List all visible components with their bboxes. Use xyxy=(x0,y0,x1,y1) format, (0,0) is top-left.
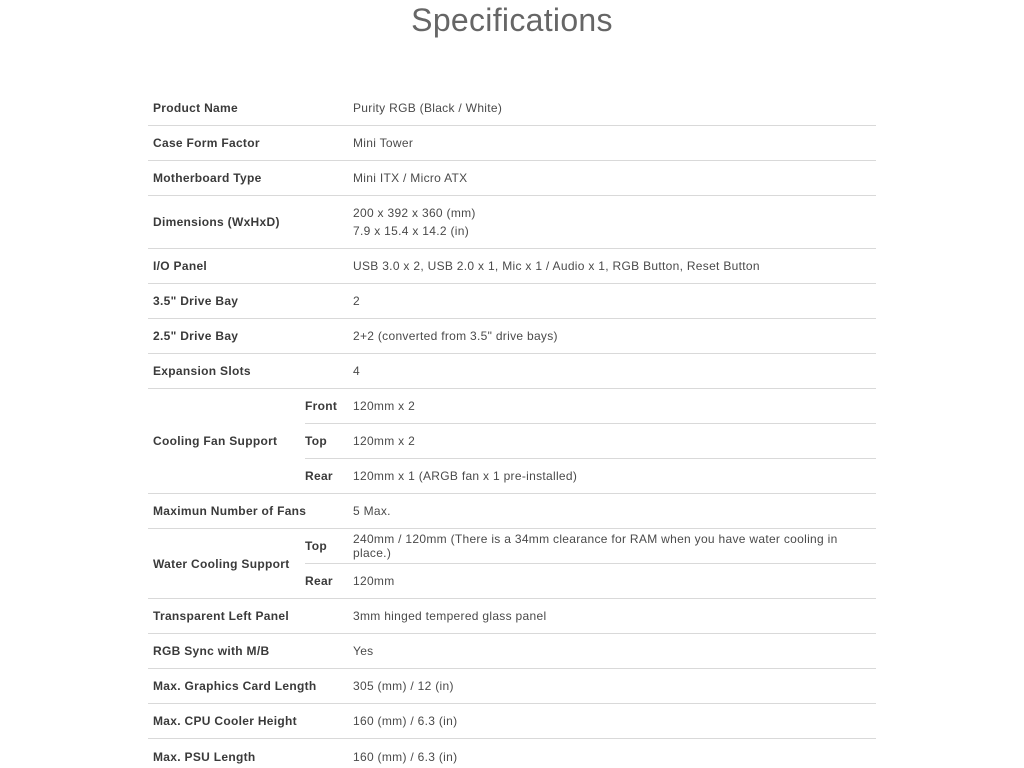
spec-value: USB 3.0 x 2, USB 2.0 x 1, Mic x 1 / Audio x 1, RGB Button, Reset Button xyxy=(353,259,760,273)
water-cooling-top xyxy=(305,529,876,564)
spec-sublabel: Rear xyxy=(305,574,333,588)
spec-row-drive-bay-25 xyxy=(148,319,876,354)
spec-row-psu-length xyxy=(148,739,876,768)
spec-row-product-name xyxy=(148,91,876,126)
spec-label: Max. Graphics Card Length xyxy=(153,679,317,693)
spec-label: 2.5" Drive Bay xyxy=(153,329,239,343)
spec-row-motherboard-type xyxy=(148,161,876,196)
spec-label: I/O Panel xyxy=(153,259,208,273)
spec-row-gpu-length xyxy=(148,669,876,704)
spec-label: Max. CPU Cooler Height xyxy=(153,714,297,728)
spec-value: 3mm hinged tempered glass panel xyxy=(353,609,547,623)
spec-value: Yes xyxy=(353,644,374,658)
spec-row-rgb-sync xyxy=(148,634,876,669)
water-cooling-rear xyxy=(305,564,876,598)
spec-label: Expansion Slots xyxy=(153,364,251,378)
spec-label: Case Form Factor xyxy=(153,136,260,150)
spec-label: Maximun Number of Fans xyxy=(153,504,307,518)
spec-value: Purity RGB (Black / White) xyxy=(353,101,503,115)
spec-value: 160 (mm) / 6.3 (in) xyxy=(353,749,458,764)
spec-value: 120mm xyxy=(353,574,395,588)
dimensions-in: 7.9 x 15.4 x 14.2 (in) xyxy=(353,224,469,238)
spec-label: 3.5" Drive Bay xyxy=(153,294,239,308)
spec-row-drive-bay-35 xyxy=(148,284,876,319)
dimensions-mm: 200 x 392 x 360 (mm) xyxy=(353,206,476,220)
cooling-fan-top xyxy=(305,424,876,459)
spec-sublabel: Top xyxy=(305,539,327,553)
spec-row-io-panel xyxy=(148,249,876,284)
spec-row-left-panel xyxy=(148,599,876,634)
spec-value: 120mm x 2 xyxy=(353,399,416,413)
spec-value: 2+2 (converted from 3.5" drive bays) xyxy=(353,329,558,343)
spec-label: Cooling Fan Support xyxy=(153,434,278,448)
spec-label: Dimensions (WxHxD) xyxy=(153,215,280,229)
spec-label: RGB Sync with M/B xyxy=(153,644,270,658)
spec-row-cooling-fan-support xyxy=(148,389,876,494)
spec-row-cpu-cooler xyxy=(148,704,876,739)
spec-row-case-form-factor xyxy=(148,126,876,161)
spec-value: 240mm / 120mm (There is a 34mm clearance for RAM when you have water cooling in place.) xyxy=(353,532,838,560)
spec-value: 160 (mm) / 6.3 (in) xyxy=(353,714,458,728)
spec-label: Water Cooling Support xyxy=(153,556,290,571)
cooling-fan-front xyxy=(305,389,876,424)
spec-value: 305 (mm) / 12 (in) xyxy=(353,679,454,693)
spec-row-expansion-slots xyxy=(148,354,876,389)
spec-value: 2 xyxy=(353,294,360,308)
spec-value: 120mm x 2 xyxy=(353,434,416,448)
spec-value: Mini ITX / Micro ATX xyxy=(353,171,468,185)
spec-row-water-cooling-support xyxy=(148,529,876,599)
spec-value: Mini Tower xyxy=(353,136,414,150)
spec-value: 5 Max. xyxy=(353,504,391,518)
spec-value: 120mm x 1 (ARGB fan x 1 pre-installed) xyxy=(353,469,578,483)
spec-value xyxy=(353,196,876,248)
spec-sublabel: Front xyxy=(305,399,338,413)
spec-table xyxy=(148,91,876,768)
spec-sublabel: Rear xyxy=(305,469,333,483)
spec-value: 4 xyxy=(353,364,360,378)
spec-label: Max. PSU Length xyxy=(153,749,256,764)
spec-row-dimensions xyxy=(148,196,876,249)
spec-row-max-fans xyxy=(148,494,876,529)
cooling-fan-rear xyxy=(305,459,876,493)
spec-label: Motherboard Type xyxy=(153,171,262,185)
spec-sublabel: Top xyxy=(305,434,327,448)
page-title: Specifications xyxy=(411,2,613,38)
spec-label: Product Name xyxy=(153,101,238,115)
spec-label: Transparent Left Panel xyxy=(153,609,289,623)
